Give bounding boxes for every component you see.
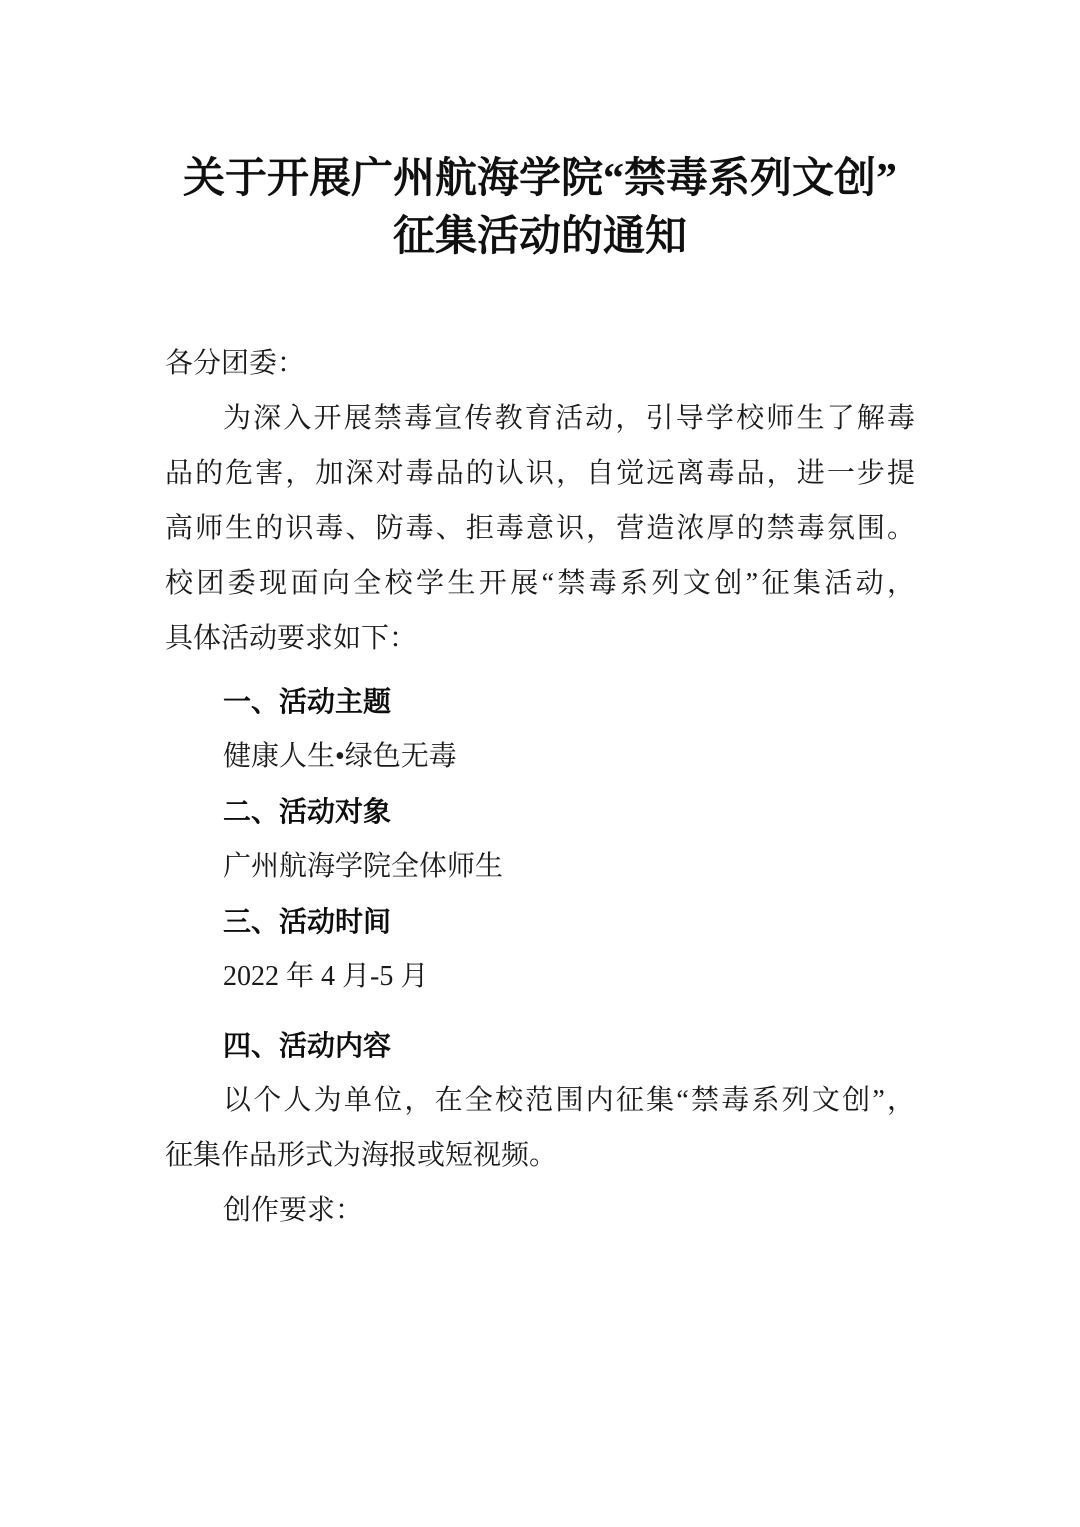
title-line-2: 征集活动的通知 bbox=[392, 214, 687, 260]
section-heading: 一、活动主题 bbox=[223, 686, 392, 717]
section-heading: 二、活动对象 bbox=[223, 796, 392, 827]
paragraph-line: 创作要求： bbox=[223, 1195, 364, 1226]
document-title bbox=[165, 150, 915, 266]
paragraph-line: 以个人为单位，在全校范围内征集“禁毒系列文创”， bbox=[223, 1085, 915, 1116]
title-line-1: 关于开展广州航海学院“禁毒系列文创” bbox=[182, 156, 897, 202]
document-body bbox=[165, 336, 915, 1238]
section-heading: 三、活动时间 bbox=[223, 906, 392, 937]
paragraph-line: 高师生的识毒、防毒、拒毒意识，营造浓厚的禁毒氛围。 bbox=[165, 513, 915, 544]
paragraph-line: 为深入开展禁毒宣传教育活动，引导学校师生了解毒 bbox=[223, 403, 915, 434]
paragraph-line: 校团委现面向全校学生开展“禁毒系列文创”征集活动， bbox=[165, 568, 915, 599]
paragraph-line: 2022 年 4 月-5 月 bbox=[223, 961, 429, 992]
section-heading: 四、活动内容 bbox=[223, 1030, 392, 1061]
paragraph-line: 品的危害，加深对毒品的认识，自觉远离毒品，进一步提 bbox=[165, 458, 915, 489]
salutation-line: 各分团委： bbox=[165, 348, 306, 379]
paragraph-line: 具体活动要求如下： bbox=[165, 623, 418, 654]
paragraph-line: 征集作品形式为海报或短视频。 bbox=[165, 1140, 558, 1171]
paragraph-line: 健康人生•绿色无毒 bbox=[223, 741, 457, 772]
paragraph-line: 广州航海学院全体师生 bbox=[223, 851, 504, 882]
